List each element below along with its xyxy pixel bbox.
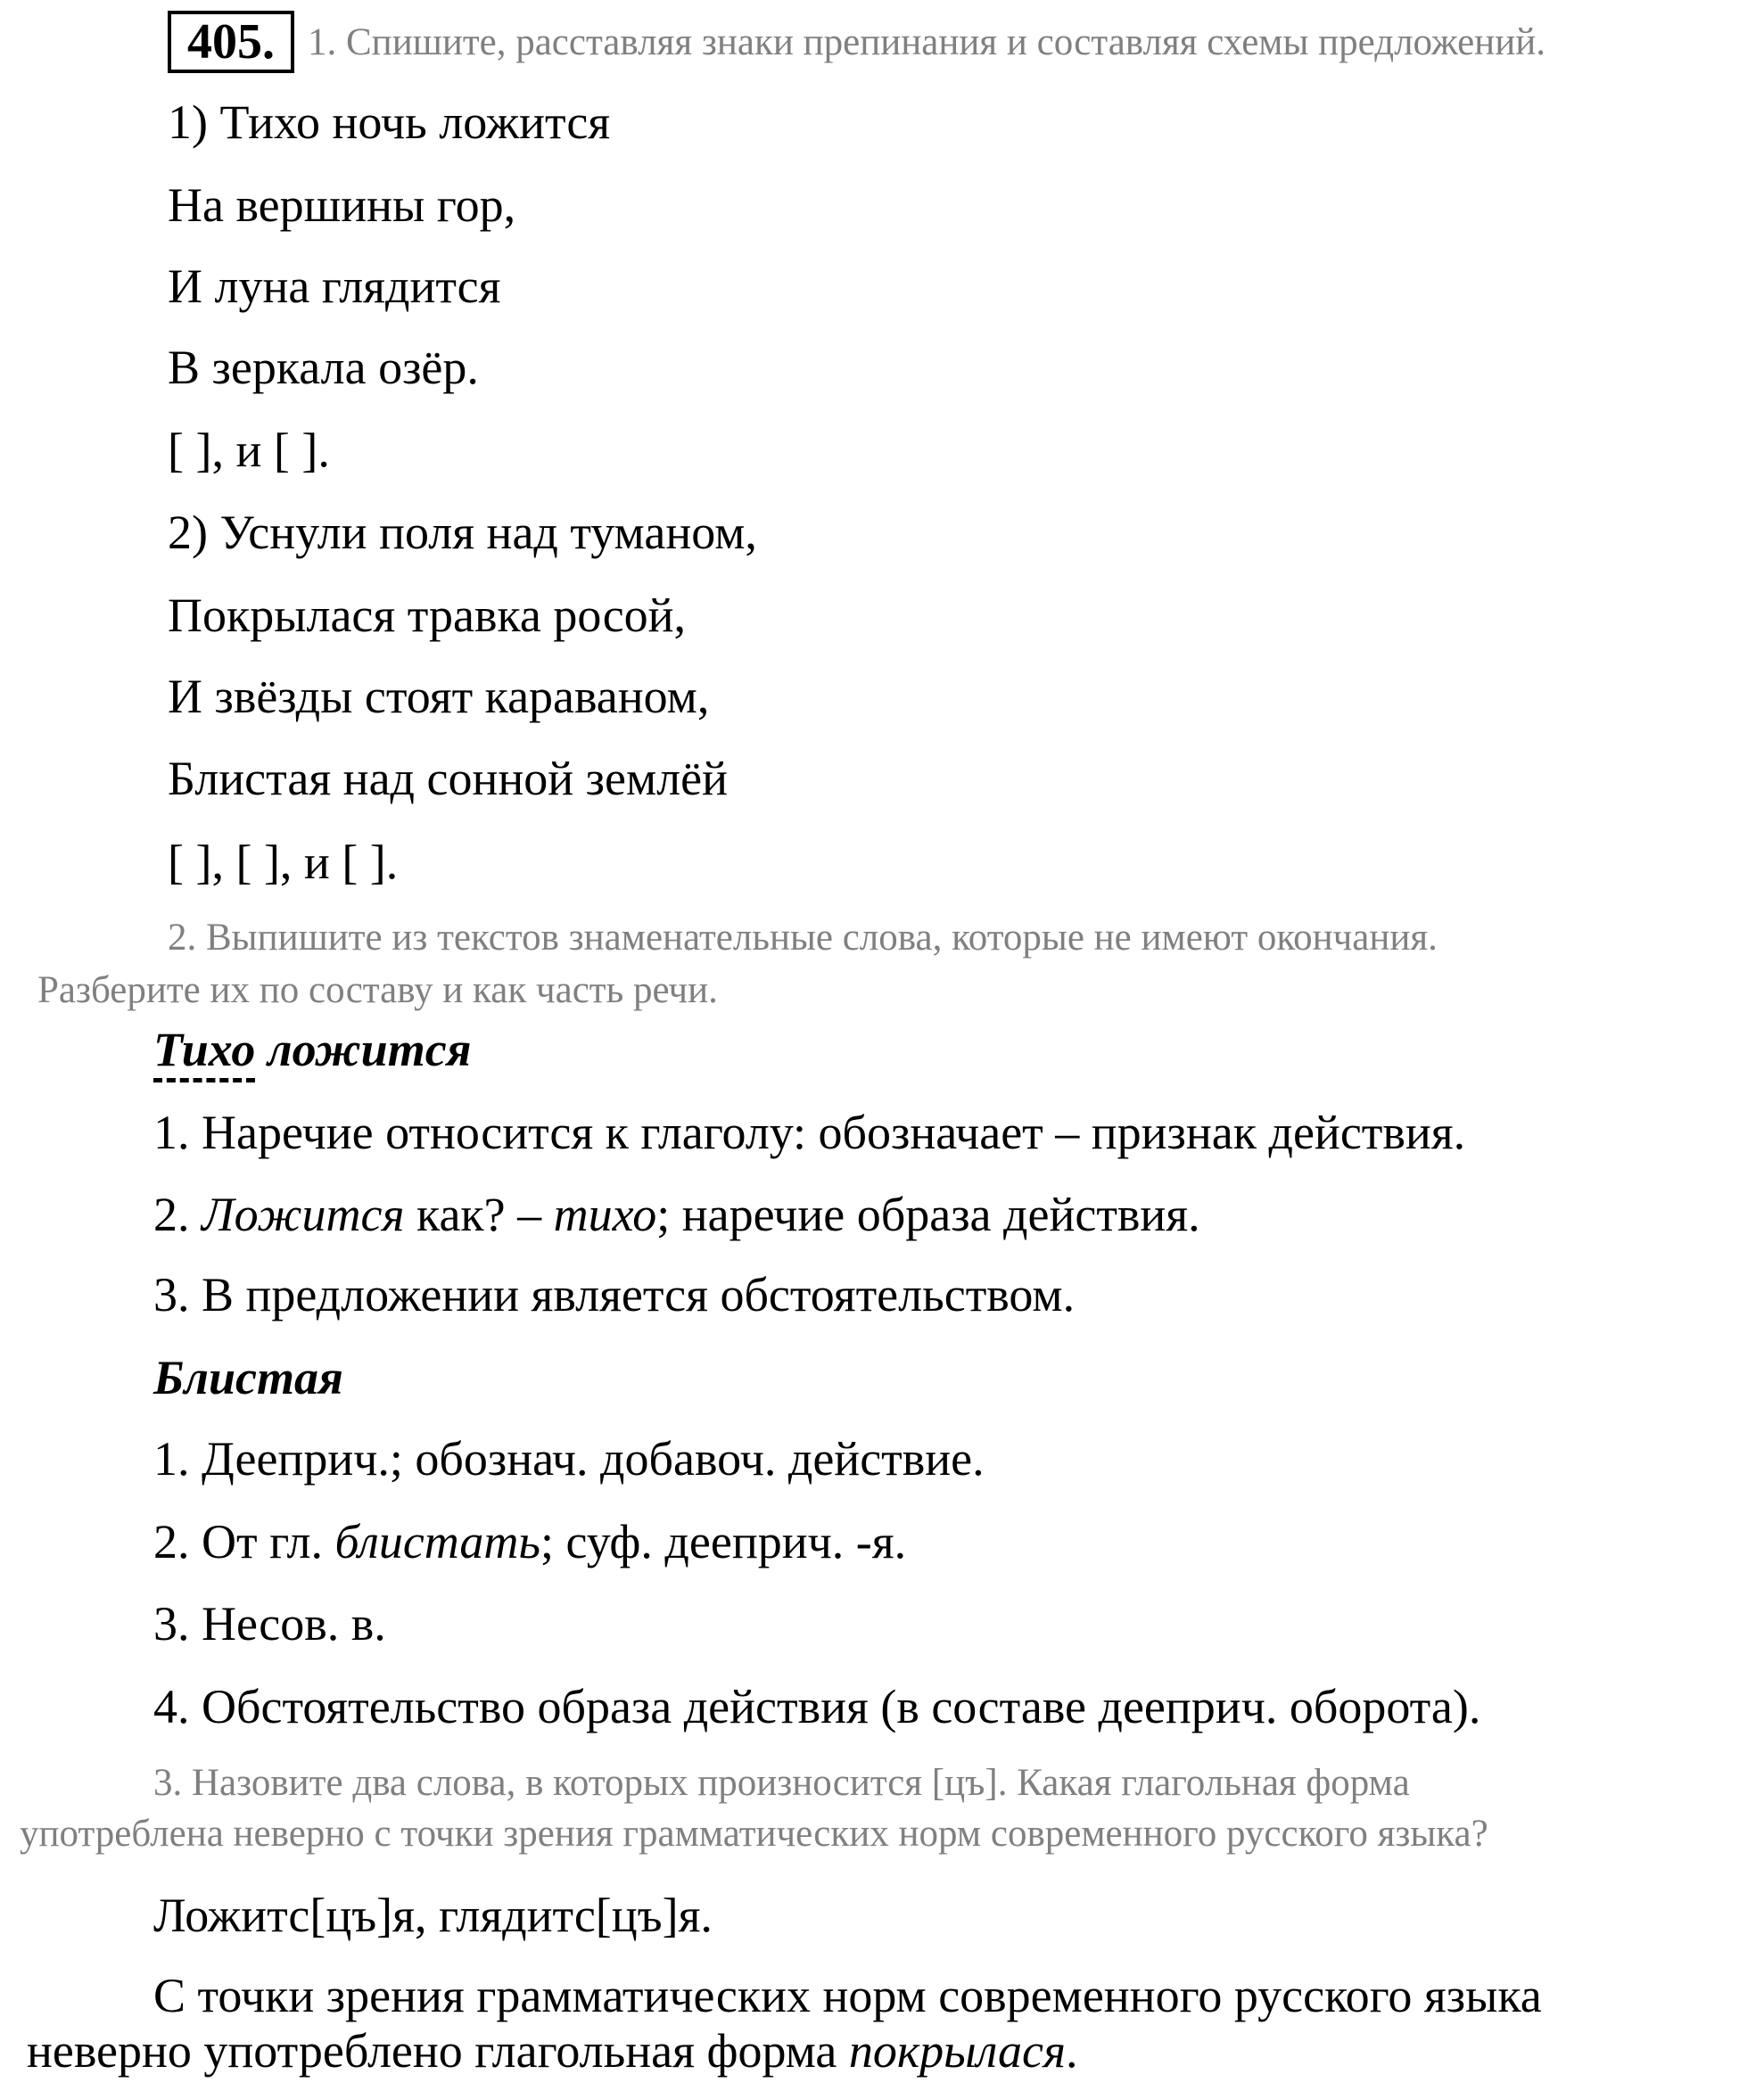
poem2-line: И звёзды стоят караваном, xyxy=(168,670,710,723)
text: покрылася xyxy=(848,2024,1067,2078)
text: . xyxy=(1066,2024,1078,2078)
text: блистать xyxy=(334,1515,541,1568)
heading-rest: ложится xyxy=(255,1023,472,1076)
answer-line: Ложитс[цъ]я, глядитс[цъ]я. xyxy=(153,1889,713,1942)
text: Ложится xyxy=(202,1188,405,1241)
analysis-item: 1. Наречие относится к глаголу: обозначает – признак действия. xyxy=(153,1106,1466,1159)
poem1-scheme: [ ], и [ ]. xyxy=(168,424,330,477)
task-3-instruction: употреблена неверно с точки зрения грамматических норм современного русского языка? xyxy=(20,1813,1488,1855)
task-3-instruction: 3. Назовите два слова, в которых произносится [цъ]. Какая глагольная форма xyxy=(153,1762,1410,1804)
analysis-item: 3. Несов. в. xyxy=(153,1597,386,1650)
text: неверно употреблено глагольная форма xyxy=(27,2024,849,2078)
exercise-number: 405. xyxy=(168,11,294,73)
answer-paragraph: С точки зрения грамматических норм современного русского языка xyxy=(153,1969,1542,2022)
analysis-item: 4. Обстоятельство образа действия (в составе дееприч. оборота). xyxy=(153,1680,1481,1733)
underlined-word: Тихо xyxy=(153,1023,255,1082)
analysis-item: 1. Дееприч.; обознач. добавоч. действие. xyxy=(153,1432,985,1486)
poem2-scheme: [ ], [ ], и [ ]. xyxy=(168,835,399,889)
poem2-line: 2) Уснули поля над туманом, xyxy=(168,506,757,559)
answer-paragraph xyxy=(27,2015,1078,2087)
task-2-instruction: Разберите их по составу и как часть речи. xyxy=(37,969,718,1011)
task-2-instruction: 2. Выпишите из текстов знаменательные слова, которые не имеют окончания. xyxy=(168,917,1438,959)
text: ; наречие образа действия. xyxy=(656,1188,1200,1241)
text: 2. От гл. xyxy=(153,1515,335,1568)
poem2-line: Блистая над сонной землёй xyxy=(168,752,728,805)
analysis-item xyxy=(153,1506,906,1577)
poem2-line: Покрылася травка росой, xyxy=(168,589,687,642)
poem1-line: 1) Тихо ночь ложится xyxy=(168,95,611,149)
text: ; суф. дееприч. -я. xyxy=(540,1515,907,1568)
analysis-item: 3. В предложении является обстоятельством. xyxy=(153,1268,1076,1321)
word1-heading xyxy=(153,1014,472,1085)
analysis-item xyxy=(153,1179,1200,1250)
text: как? – xyxy=(404,1188,554,1241)
text: тихо xyxy=(553,1188,657,1241)
poem1-line: На вершины гор, xyxy=(168,178,516,232)
text: 2. xyxy=(153,1188,202,1241)
poem1-line: В зеркала озёр. xyxy=(168,341,479,394)
poem1-line: И луна глядится xyxy=(168,259,501,313)
task-1-instruction: 1. Спишите, расставляя знаки препинания и составляя схемы предложений. xyxy=(308,21,1546,63)
word2-heading: Блистая xyxy=(153,1351,343,1404)
